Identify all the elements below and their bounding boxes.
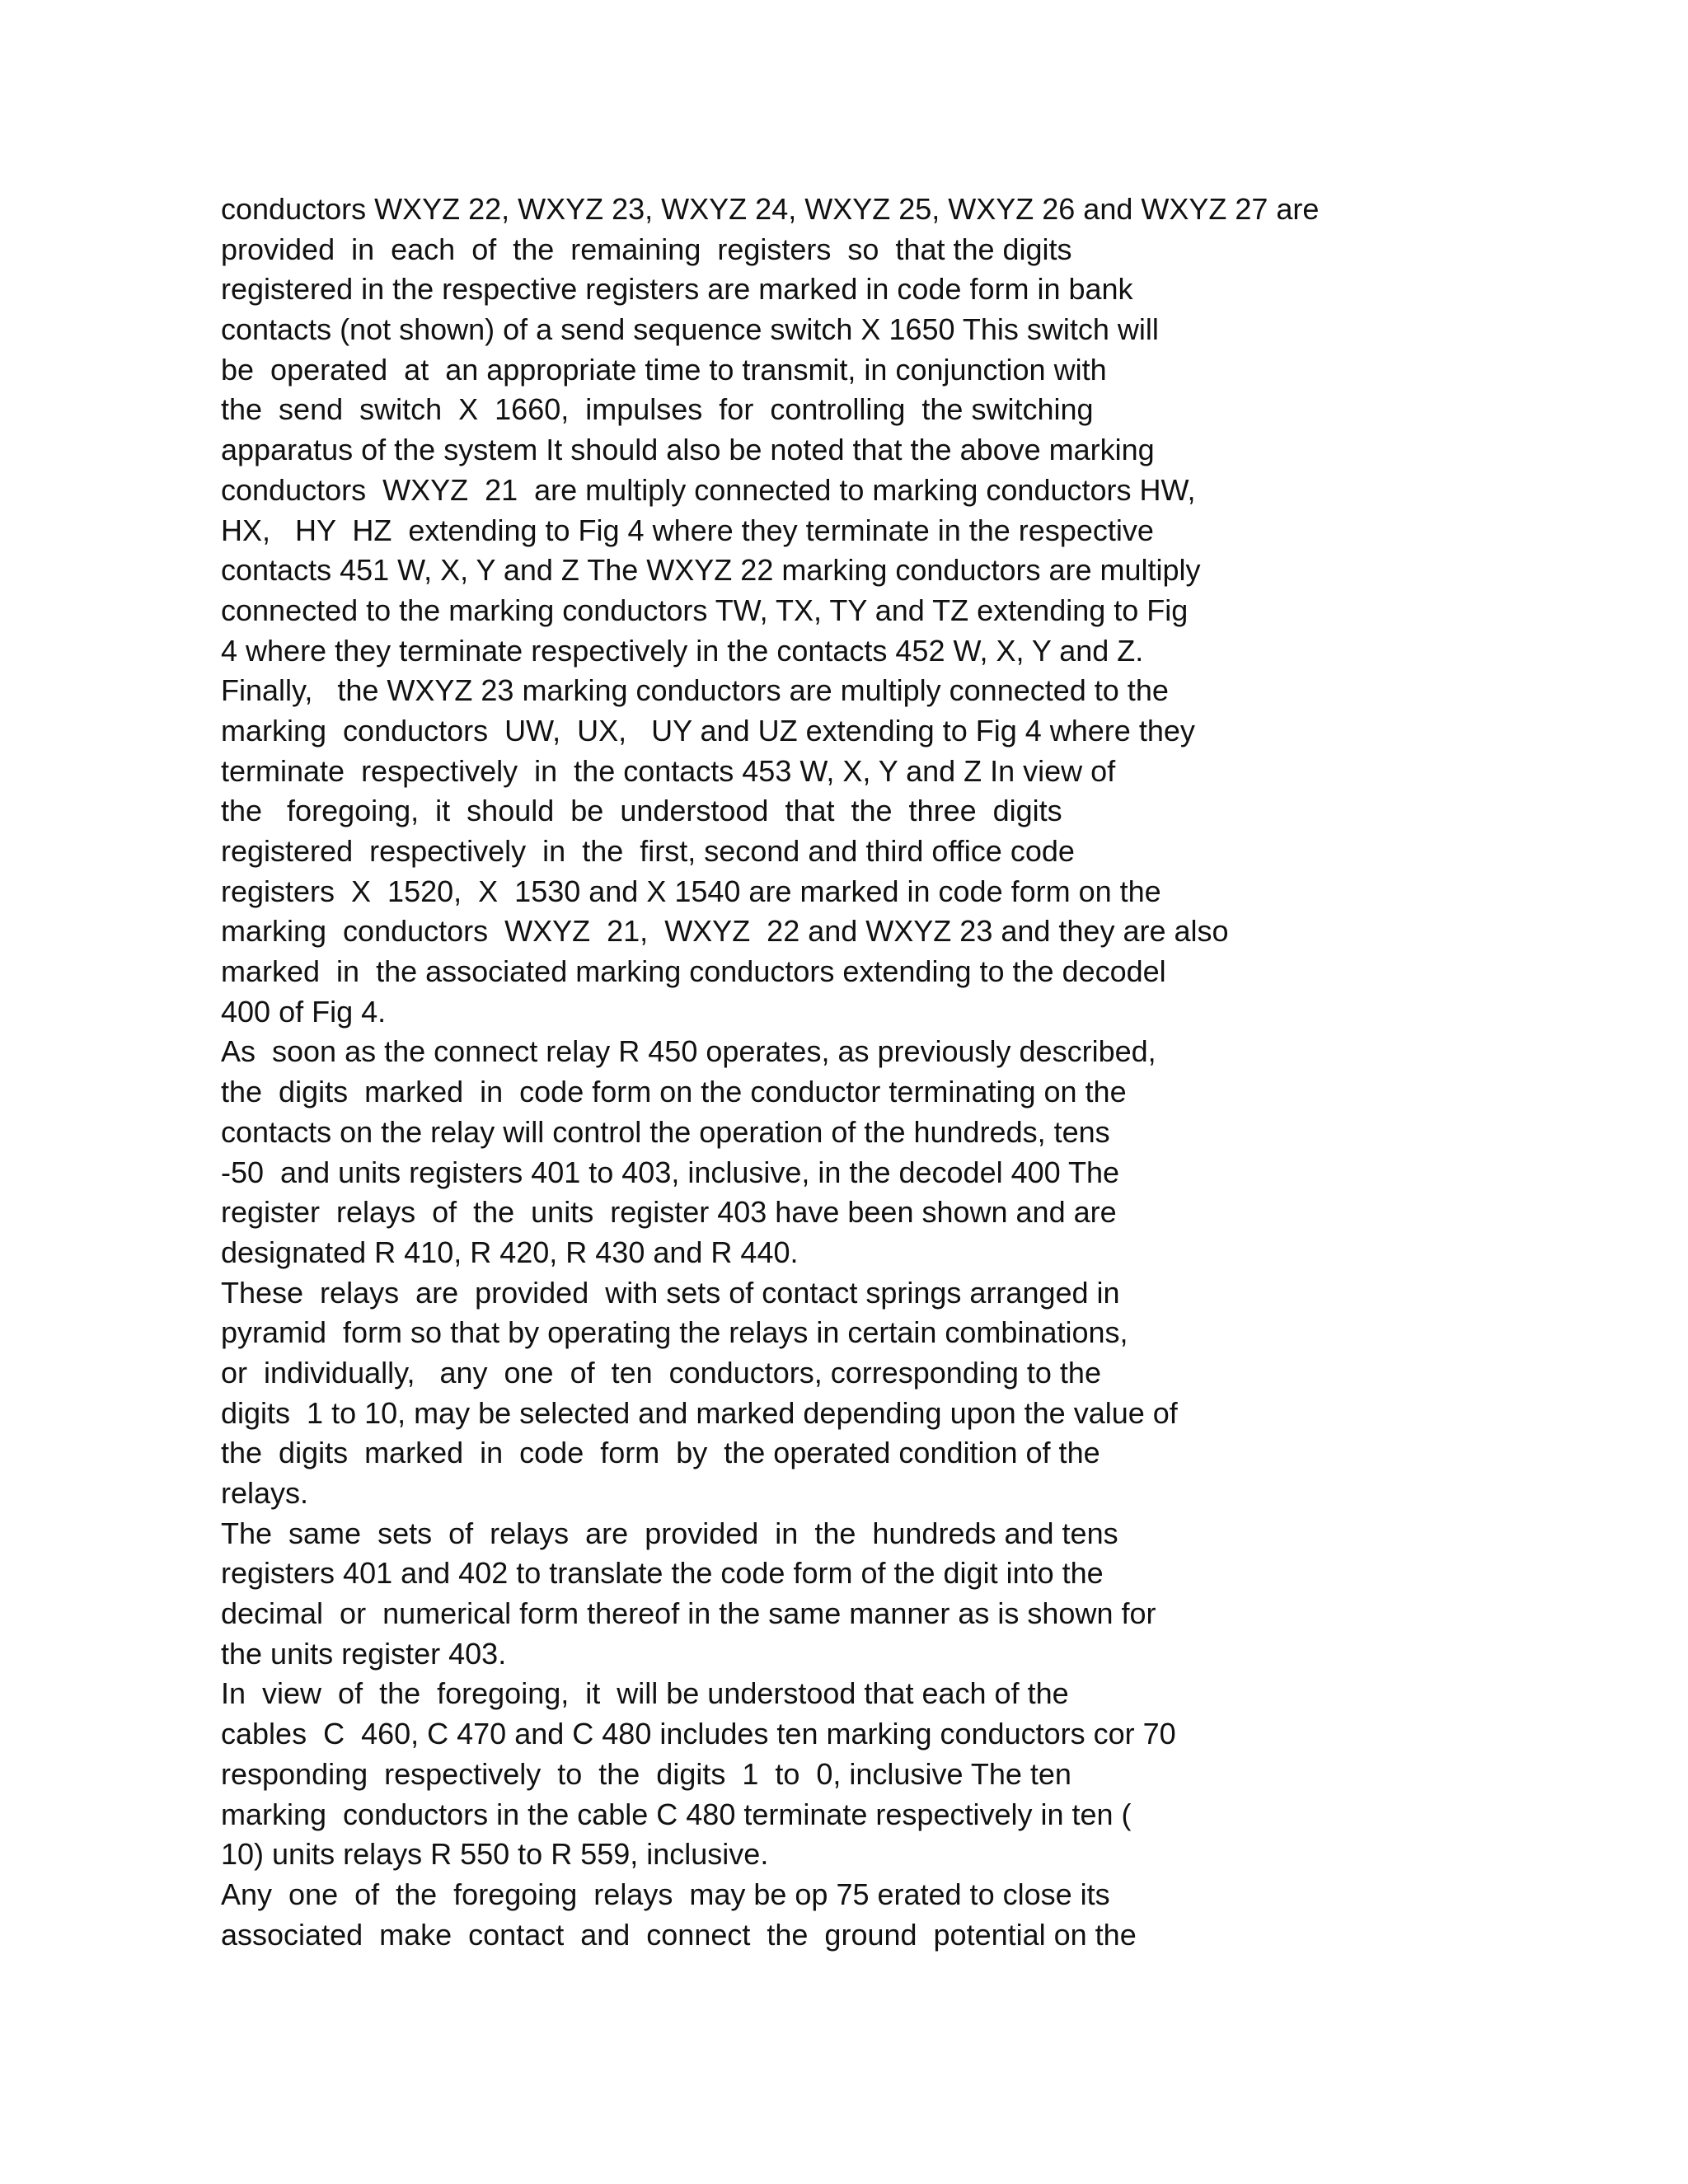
text-line: 4 where they terminate respectively in the contacts 452 W, X, Y and Z. [221,633,1144,668]
text-line: decimal or numerical form thereof in the same manner as is shown for [221,1596,1156,1631]
text-line: the digits marked in code form by the operated condition of the [221,1436,1100,1470]
text-line: the units register 403. [221,1636,507,1671]
text-line: -50 and units registers 401 to 403, inclusive, in the decodel 400 The [221,1155,1120,1189]
text-line: apparatus of the system It should also be noted that the above marking [221,433,1155,467]
text-line: In view of the foregoing, it will be understood that each of the [221,1676,1069,1711]
text-line: As soon as the connect relay R 450 operates, as previously described, [221,1034,1156,1069]
document-body-text [221,190,1589,1955]
text-line: the digits marked in code form on the conductor terminating on the [221,1075,1127,1109]
text-line: registers X 1520, X 1530 and X 1540 are marked in code form on the [221,874,1161,908]
text-line: marked in the associated marking conductors extending to the decodel [221,954,1166,989]
text-line: the foregoing, it should be understood that the three digits [221,794,1062,828]
text-line: responding respectively to the digits 1 to 0, inclusive The ten [221,1756,1071,1791]
text-line: register relays of the units register 403 have been shown and are [221,1195,1117,1230]
text-line: digits 1 to 10, may be selected and marked depending upon the value of [221,1395,1178,1430]
text-line: connected to the marking conductors TW, TX, TY and TZ extending to Fig [221,593,1189,627]
text-line: registers 401 and 402 to translate the code form of the digit into the [221,1556,1104,1591]
text-line: Finally, the WXYZ 23 marking conductors are multiply connected to the [221,673,1169,708]
text-line: 10) units relays R 550 to R 559, inclusive. [221,1837,769,1872]
text-line: contacts 451 W, X, Y and Z The WXYZ 22 marking conductors are multiply [221,553,1201,588]
text-line: registered in the respective registers are marked in code form in bank [221,272,1133,307]
text-line: marking conductors UW, UX, UY and UZ extending to Fig 4 where they [221,713,1195,748]
text-line: Any one of the foregoing relays may be op 75 erated to close its [221,1877,1110,1911]
text-line: registered respectively in the first, second and third office code [221,834,1075,868]
text-line: marking conductors in the cable C 480 terminate respectively in ten ( [221,1797,1132,1831]
text-line: terminate respectively in the contacts 453 W, X, Y and Z In view of [221,753,1116,788]
text-line: pyramid form so that by operating the relays in certain combinations, [221,1315,1128,1350]
text-line: These relays are provided with sets of contact springs arranged in [221,1275,1120,1310]
text-line: designated R 410, R 420, R 430 and R 440. [221,1235,799,1269]
text-line: the send switch X 1660, impulses for controlling the switching [221,392,1094,427]
text-line: relays. [221,1476,309,1510]
text-line: HX, HY HZ extending to Fig 4 where they terminate in the respective [221,513,1154,547]
text-line: or individually, any one of ten conductors, corresponding to the [221,1355,1101,1390]
text-line: marking conductors WXYZ 21, WXYZ 22 and WXYZ 23 and they are also [221,914,1229,949]
text-line: conductors WXYZ 21 are multiply connected to marking conductors HW, [221,472,1196,507]
text-line: contacts (not shown) of a send sequence switch X 1650 This switch will [221,312,1159,347]
text-line: 400 of Fig 4. [221,994,387,1029]
text-line: contacts on the relay will control the operation of the hundreds, tens [221,1114,1110,1149]
text-line: associated make contact and connect the ground potential on the [221,1917,1137,1952]
text-line: cables C 460, C 470 and C 480 includes ten marking conductors cor 70 [221,1717,1176,1751]
text-line: conductors WXYZ 22, WXYZ 23, WXYZ 24, WXYZ 25, WXYZ 26 and WXYZ 27 are [221,192,1320,226]
text-line: provided in each of the remaining registers so that the digits [221,232,1072,266]
text-line: The same sets of relays are provided in the hundreds and tens [221,1516,1118,1550]
text-line: be operated at an appropriate time to transmit, in conjunction with [221,352,1107,387]
